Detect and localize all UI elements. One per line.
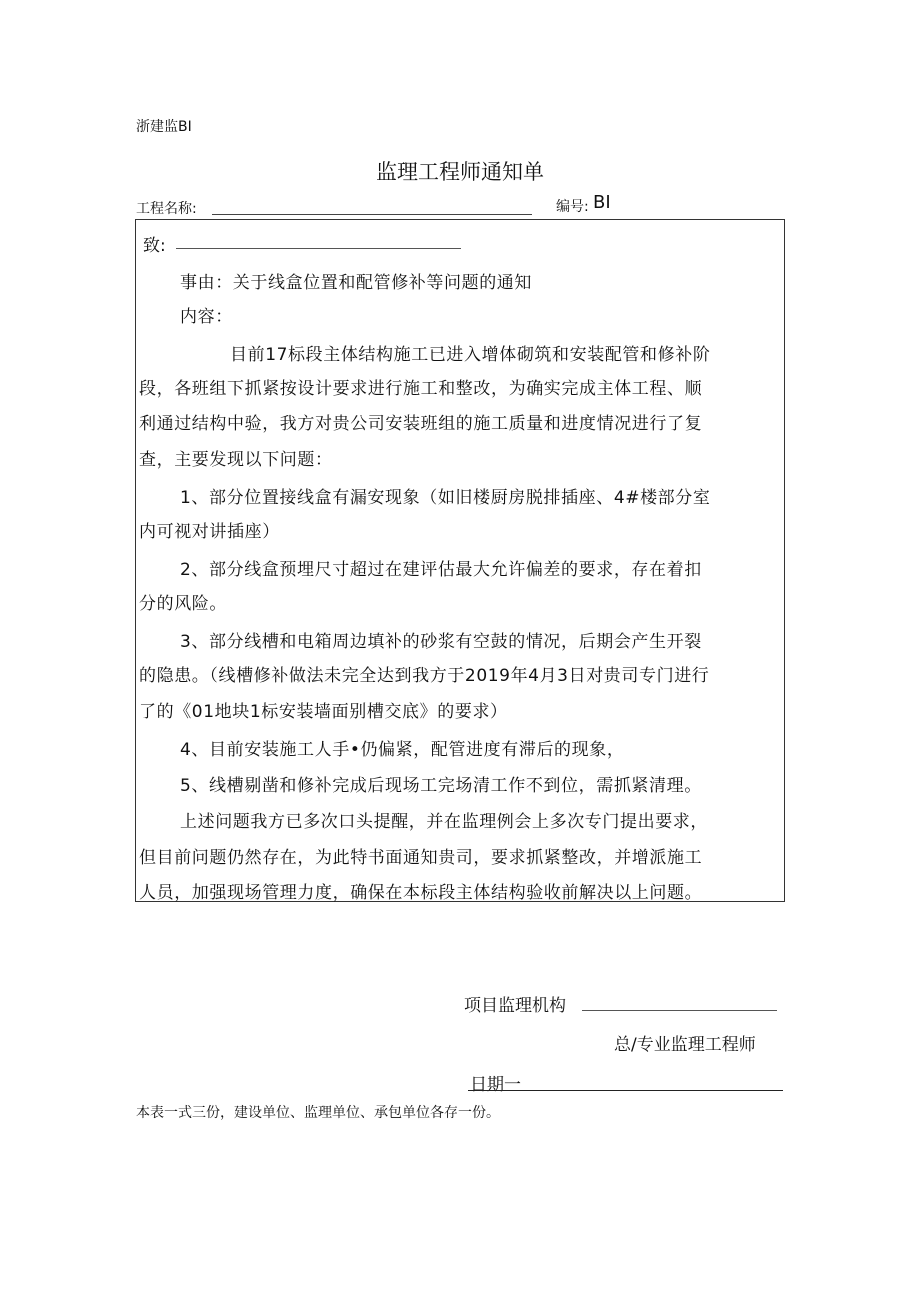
content-line: 但目前问题仍然存在，为此特书面通知贵司，要求抓紧整改，并增派施工 (139, 848, 703, 868)
serial-value: BI (593, 192, 611, 213)
supervision-org-underline (582, 1010, 777, 1011)
date-underline (468, 1090, 783, 1091)
content-line: 3、部分线槽和电箱周边填补的砂浆有空鼓的情况，后期会产生开裂 (180, 632, 702, 652)
form-code: 浙建监BI (136, 119, 192, 135)
project-name-label: 工程名称: (136, 201, 197, 217)
content-line: 利通过结构中验，我方对贵公司安装班组的施工质量和进度情况进行了复 (139, 414, 703, 434)
content-line: 目前17标段主体结构施工已进入增体砌筑和安装配管和修补阶 (230, 345, 711, 365)
content-label: 内容： (180, 307, 233, 327)
recipient-label: 致: (143, 236, 166, 256)
content-line: 5、线槽剔凿和修补完成后现场工完场清工作不到位，需抓紧清理。 (180, 776, 702, 796)
content-line: 了的《01地块1标安装墙面别槽交底》的要求） (139, 702, 508, 722)
content-line: 查，主要发现以下问题： (139, 450, 333, 470)
page-title: 监理工程师通知单 (376, 160, 544, 184)
serial-label: 编号: (556, 199, 589, 215)
date-label: 日期一 (470, 1075, 521, 1095)
engineer-label: 总/专业监理工程师 (614, 1035, 756, 1055)
supervision-org-label: 项目监理机构 (464, 996, 566, 1016)
content-line: 段，各班组下抓紧按设计要求进行施工和整改，为确实完成主体工程、顺 (139, 379, 703, 399)
footer-note: 本表一式三份，建设单位、监理单位、承包单位各存一份。 (136, 1105, 500, 1121)
recipient-underline (176, 248, 461, 249)
content-line: 上述问题我方已多次口头提醒，并在监理例会上多次专门提出要求， (180, 812, 708, 832)
content-line: 内可视对讲插座） (139, 522, 280, 542)
content-line: 2、部分线盒预埋尺寸超过在建评估最大允许偏差的要求，存在着扣 (180, 560, 702, 580)
content-line: 的隐患。（线槽修补做法未完全达到我方于2019年4月3日对贵司专门进行 (139, 666, 710, 686)
content-line: 1、部分位置接线盒有漏安现象（如旧楼厨房脱排插座、4#楼部分室 (180, 488, 711, 508)
content-line: 人员，加强现场管理力度，确保在本标段主体结构验收前解决以上问题。 (139, 883, 703, 903)
project-name-underline (212, 214, 532, 215)
content-line: 分的风险。 (139, 594, 227, 614)
content-line: 4、目前安装施工人手•仍偏紧，配管进度有滞后的现象， (180, 740, 625, 760)
subject-line: 事由：关于线盒位置和配管修补等问题的通知 (180, 273, 532, 293)
